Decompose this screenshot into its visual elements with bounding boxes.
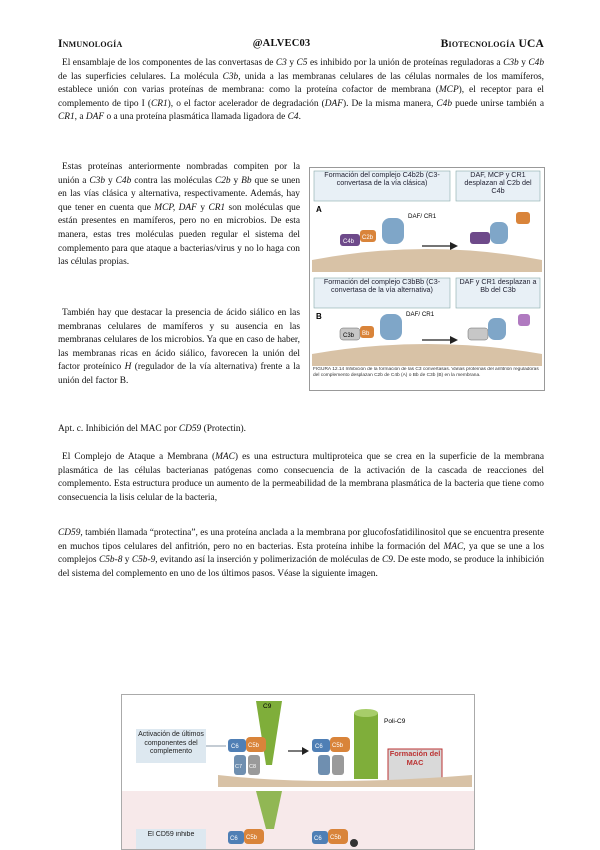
- c5b-tag-3: C5b: [246, 835, 258, 841]
- text-run: ) es una estructura multiproteica que se crea en la superficie de la membrana plasmática de las células bacterianas patógenas como consecuencia de la activación de la cascada de reacciones del complemento. Esta estructura produce un aumento de la permeabilidad de la membrana plasmática de la bacteria que tiene como consecuencia la lisis celular de la bacteria,: [58, 452, 544, 503]
- arrow-a-head: [450, 242, 458, 250]
- paragraph-convertasas: [58, 57, 544, 125]
- text-run: C3b: [222, 71, 239, 82]
- text-run: MAC: [215, 452, 235, 462]
- c2b-tag: C2b: [362, 235, 374, 241]
- text-run: , a: [74, 112, 86, 123]
- text-run: que se unen en las vías clásica y alternativa, respectivamente. Además, hay que tener en cuenta que: [58, 175, 301, 213]
- panel-b-letter: B: [316, 312, 322, 321]
- text-run: C3b: [503, 58, 519, 68]
- paragraph-acido-sialico: [58, 307, 300, 389]
- c3b-molecule-right: [468, 328, 488, 340]
- text-run: ), o el factor acelerador de degradación (: [167, 98, 325, 109]
- text-run: DAF: [324, 98, 343, 109]
- poly-c9-pore: [354, 713, 378, 779]
- text-run: CR1: [150, 98, 168, 109]
- text-run: C3: [275, 58, 287, 68]
- text-run: MCP, DAF: [154, 202, 197, 213]
- text-run: .: [298, 112, 301, 123]
- text-run: C5b-9: [131, 555, 156, 566]
- text-run: El ensamblaje de los componentes de las convertasas de: [62, 58, 276, 68]
- text-run: H: [124, 362, 132, 373]
- daf-molecule-b: [380, 314, 402, 340]
- text-run: C3b: [89, 175, 106, 186]
- text-run: ). De la misma manera,: [342, 98, 437, 109]
- daf-bound-right: [490, 222, 508, 244]
- text-run: Bb: [241, 175, 252, 186]
- text-run: C5: [296, 58, 308, 68]
- cd59-molecule: [350, 839, 358, 847]
- c5b-tag-2: C5b: [332, 743, 344, 749]
- paragraph-mac: [58, 451, 544, 505]
- c6-tag-2: C6: [315, 744, 323, 750]
- poly-c9-top: [354, 709, 378, 717]
- c9-funnel-1: [256, 701, 282, 765]
- text-run: CD59: [58, 528, 81, 538]
- text-run: y: [230, 175, 242, 186]
- text-run: de las superficies celulares. La molécula: [58, 71, 223, 82]
- poly-c9-tag: Poli-C9: [384, 718, 406, 725]
- bb-released: [518, 314, 530, 326]
- c7-tag-1: C7: [235, 764, 243, 770]
- c6-tag-3: C6: [230, 836, 238, 842]
- step-cd59-label: El CD59 inhibe: [147, 831, 195, 838]
- text-run: C4: [287, 112, 299, 123]
- step-activation-label: Activación de últimos componentes del complemento: [138, 731, 204, 755]
- text-run: C5b-8: [98, 555, 123, 566]
- c5b-tag-4: C5b: [330, 835, 342, 841]
- panel-a-left-title: Formación del complejo C4b2b (C3-convertasa de la vía clásica): [324, 171, 440, 188]
- text-run: son moléculas que están presentes en mamíferos, pero no en microbios. De esta manera, estas tres moléculas pueden regular el sistema del complemento para que ataque a bacterias/virus y no lo haga con las células propias.: [58, 202, 300, 268]
- c6-tag-1: C6: [231, 744, 239, 750]
- figure-convertasas-graphic: [310, 168, 544, 390]
- text-run: y: [196, 202, 209, 213]
- c8-molecule-2: [332, 755, 344, 775]
- panel-b-right-title: DAF y CR1 desplazan a Bb del C3b: [459, 278, 537, 295]
- text-run: CD59: [178, 424, 202, 434]
- header-author: @ALVEC03: [252, 38, 311, 49]
- text-run: (regulador de la vía alternativa) frente a la unión del factor B.: [58, 362, 300, 386]
- text-run: y: [286, 58, 297, 68]
- figure-mac-cd59-graphic: [122, 695, 474, 849]
- text-run: y: [105, 175, 116, 186]
- text-run: También hay que destacar la presencia de ácido siálico en las membranas celulares de mamíferos y su ausencia en las membranas celulares de los microbios. Ya que en caso de haber, las membranas ricas en ácido siálico, favorecen la unión del factor proteínico: [58, 308, 300, 373]
- panel-b-membrane: [312, 344, 542, 366]
- figure-convertasas-caption: FIGURA 12.14 Inhibición de la formación de las C3 convertasas. Varias proteínas del anfitrión reguladoras del complemento desplazan C2b de C4b (A) o Bb de C3b (B) en la membrana.: [313, 367, 539, 378]
- c7-molecule-2: [318, 755, 330, 775]
- c6-tag-4: C6: [314, 836, 322, 842]
- panel-a-right-title: DAF, MCP y CR1 desplazan al C2b del C4b: [464, 171, 532, 196]
- text-run: ), el receptor para el complemento de tipo I (: [58, 85, 544, 109]
- text-run: es inhibido por la unión de proteínas reguladoras a: [307, 58, 504, 68]
- panel-a-membrane: [312, 249, 542, 272]
- panel-a-letter: A: [316, 205, 322, 214]
- figure-convertasas: [309, 167, 545, 391]
- text-run: C4b: [436, 98, 453, 109]
- text-run: C9: [381, 555, 393, 566]
- text-run: contra las moléculas: [131, 175, 215, 186]
- text-run: y: [518, 58, 529, 68]
- c2b-released: [516, 212, 530, 224]
- daf-cr1-label-b: DAF/ CR1: [406, 311, 435, 318]
- text-run: CR1: [58, 112, 75, 123]
- text-run: C4b: [528, 58, 545, 68]
- text-run: CR1: [208, 202, 226, 213]
- c5b-tag-1: C5b: [248, 743, 260, 749]
- header-subject: Inmunología: [58, 38, 123, 50]
- text-run: MCP: [438, 85, 459, 96]
- bb-tag: Bb: [362, 331, 370, 337]
- text-run: C2b: [214, 175, 231, 186]
- panel-b-left-title: Formación del complejo C3bBb (C3-convertasa de la vía alternativa): [323, 278, 441, 295]
- text-run: (Protectin).: [201, 424, 247, 434]
- text-run: , evitando así la inserción y polimerización de moléculas de: [155, 555, 382, 566]
- text-run: , unida a las membranas celulares de las células normales de los mamíferos, establece unión con varias proteínas de membrana: como la proteína cofactor de membrana (: [58, 71, 544, 96]
- header-degree: Biotecnología UCA: [440, 38, 544, 50]
- c4b-tag: C4b: [343, 239, 355, 245]
- text-run: . De este modo, se produce la inhibición del sistema del complemento en uno de los últimos pasos. Véase la siguiente imagen.: [58, 555, 545, 579]
- arrow-b-head: [450, 336, 458, 344]
- text-run: , ya que se une a los complejos: [58, 541, 544, 566]
- daf-molecule: [382, 218, 404, 244]
- c9-tag-1: C9: [263, 703, 272, 710]
- mac-arrow-head: [302, 747, 309, 755]
- text-run: o a una proteína plasmática llamada ligadora de: [104, 112, 288, 123]
- paragraph-cd59-protectina: [58, 527, 544, 581]
- page-header: [58, 38, 544, 50]
- paragraph-proteinas-compiten: [58, 161, 300, 270]
- text-run: Apt. c. Inhibición del MAC por: [58, 424, 179, 434]
- c3b-tag: C3b: [343, 333, 355, 339]
- section-heading-cd59: [58, 423, 544, 437]
- c8-tag-1: C8: [249, 764, 257, 770]
- text-run: Estas proteínas anteriormente nombradas compiten por la unión a: [58, 162, 300, 186]
- mac-label: Formación del MAC: [389, 750, 441, 767]
- text-run: DAF: [85, 112, 105, 123]
- text-run: MAC: [443, 541, 464, 552]
- daf-bound-right-b: [488, 318, 506, 340]
- text-run: y: [122, 555, 132, 566]
- figure-mac-cd59: [121, 694, 475, 850]
- text-run: El Complejo de Ataque a Membrana (: [62, 452, 216, 462]
- text-run: , también llamada “protectina”, es una proteína anclada a la membrana por glucofosfatidilinositol que se encuentra presente en muchos tipos celulares del anfitrión, pero no en bacterias. Esta proteína inhibe la formación del: [58, 528, 544, 552]
- text-run: puede unirse también a: [452, 98, 544, 109]
- c4b-molecule-right: [470, 232, 490, 244]
- text-run: C4b: [115, 175, 132, 186]
- daf-cr1-label-a: DAF/ CR1: [408, 213, 437, 220]
